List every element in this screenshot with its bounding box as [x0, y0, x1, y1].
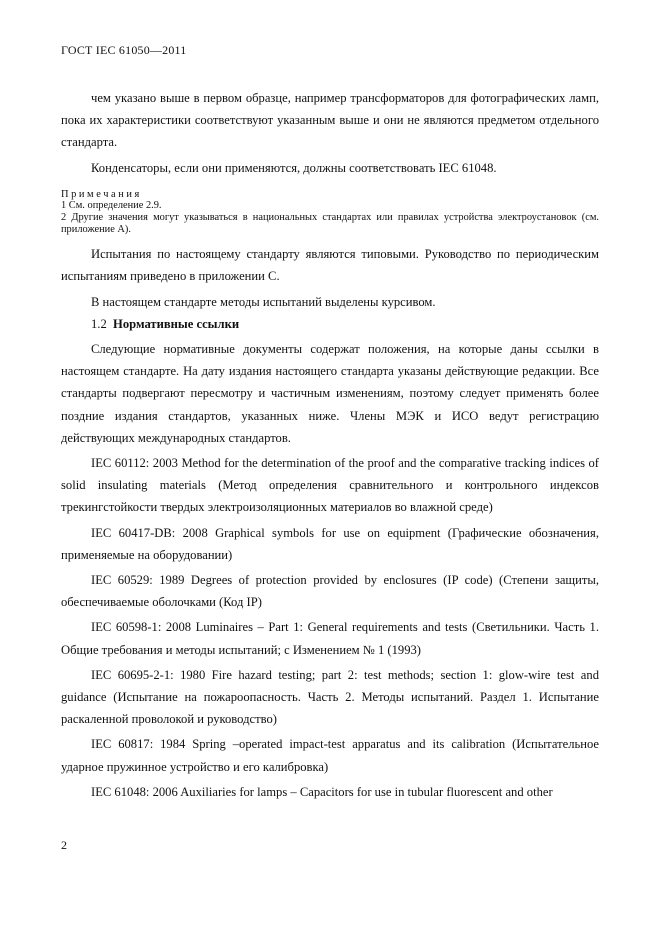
notes-title: Примечания: [61, 188, 142, 200]
reference-entry: IEC 60817: 1984 Spring –operated impact-test apparatus and its calibration (Испытательное ударное пружинное устройство и его калибровка): [61, 737, 599, 774]
reference-entry: IEC 60529: 1989 Degrees of protection provided by enclosures (IP code) (Степени защиты, обеспечиваемые оболочками (Код IP): [61, 573, 599, 610]
note-item: 1 См. определение 2.9.: [61, 200, 162, 212]
body-paragraph: Испытания по настоящему стандарту являются типовыми. Руководство по периодическим испытаниям приведено в приложении С.: [61, 247, 599, 284]
document-header: ГОСТ IEC 61050—2011: [61, 43, 187, 57]
section-heading: [61, 313, 599, 335]
reference-entry: IEC 61048: 2006 Auxiliaries for lamps – Capacitors for use in tubular fluorescent and other: [91, 784, 553, 799]
reference-entry: IEC 60598-1: 2008 Luminaires – Part 1: General requirements and tests (Светильники. Часть 1. Общие требования и методы испытаний; с Изменением № 1 (1993): [61, 620, 599, 657]
section-title: Нормативные ссылки: [113, 316, 240, 331]
body-paragraph: Конденсаторы, если они применяются, должны соответствовать IEC 61048.: [91, 160, 497, 175]
reference-entry: IEC 60112: 2003 Method for the determination of the proof and the comparative tracking indices of solid insulating materials (Метод определения сравнительного и контрольного индексов трекингстойкости твердых электроизоляционных материалов во влажной среде): [61, 456, 599, 515]
reference-entry: IEC 60695-2-1: 1980 Fire hazard testing; part 2: test methods; section 1: glow-wire test and guidance (Испытание на пожароопасность. Часть 2. Методы испытаний. Раздел 1. Испытание раскаленной проволокой и руководство): [61, 667, 599, 727]
body-paragraph: чем указано выше в первом образце, например трансформаторов для фотографических ламп, пока их характеристики соответствуют указанным выше и они не являются предметом отдельного стандарта.: [61, 91, 599, 150]
body-paragraph: Следующие нормативные документы содержат положения, на которые даны ссылки в настоящем стандарте. На дату издания настоящего стандарта указаны действующие редакции. Все стандарты подвергают пересмотру и частичным изменениям, поэтому следует применять более поздние издания стандартов, указанных ниже. Члены МЭК и ИСО ведут регистрацию действующих международных стандартов.: [61, 342, 599, 445]
section-number: 1.2: [91, 316, 107, 331]
document-body: [61, 87, 599, 803]
reference-entry: IEC 60417-DB: 2008 Graphical symbols for use on equipment (Графические обозначения, применяемые на оборудовании): [61, 525, 599, 562]
body-paragraph: В настоящем стандарте методы испытаний выделены курсивом.: [91, 294, 436, 309]
note-item: 2 Другие значения могут указываться в национальных стандартах или правилах устройства электроустановок (см. приложение А).: [61, 212, 599, 235]
page-number: 2: [61, 838, 67, 852]
notes-block: [61, 189, 599, 235]
